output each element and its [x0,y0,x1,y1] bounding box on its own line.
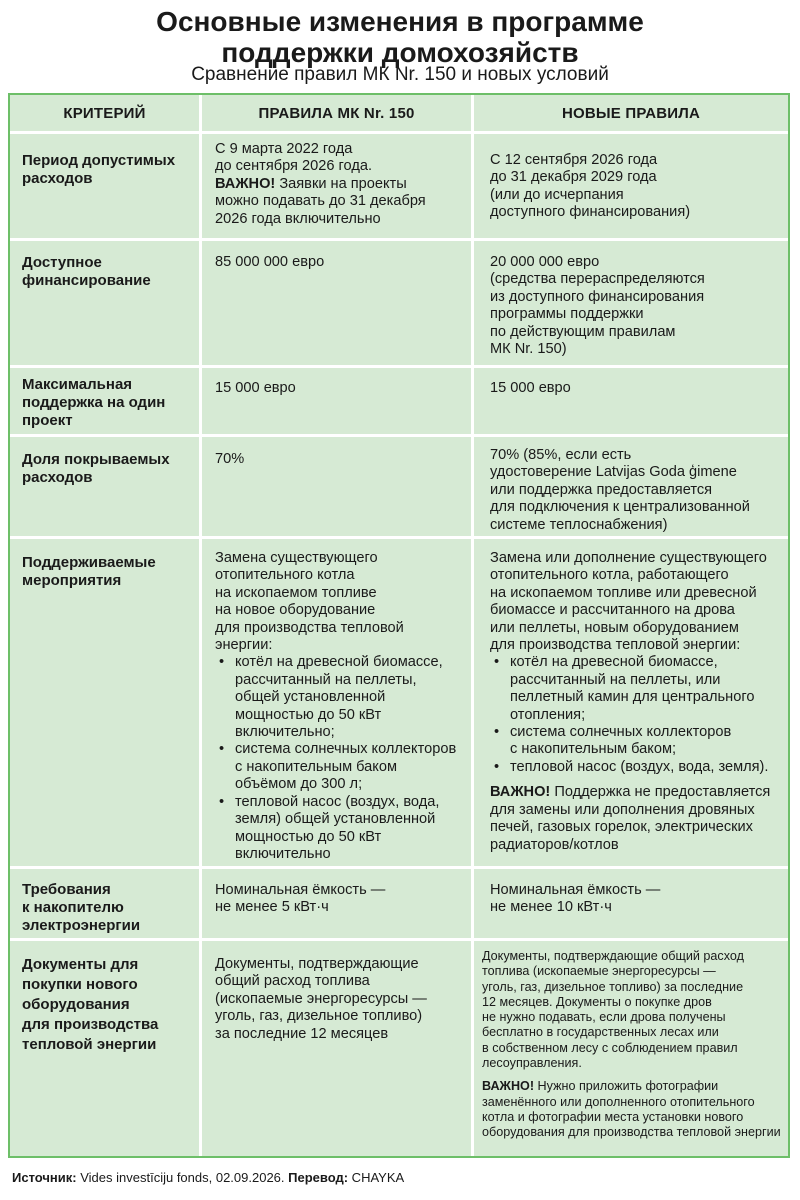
text-line: общий расход топлива [215,973,370,990]
text-line: на ископаемом топливе [215,584,377,601]
text-line: Документы, подтверждающие общий расход [482,949,744,963]
new-rules-max-support [490,380,785,397]
text-line: бесплатно в государственных лесах или [482,1025,719,1040]
criterion-line: тепловой энергии [22,1036,157,1053]
text-line: котла и фотографии места установки нового [482,1109,744,1124]
text-line: С 12 сентября 2026 года [490,152,658,168]
criterion-line: Доступное [22,254,102,271]
text-line: 70% [215,451,245,467]
text-line: рассчитанный на пеллеты, [235,671,417,688]
text-line: 70% (85%, если есть [490,447,632,463]
text-line: для производства тепловой [215,619,404,636]
text-line: доступного финансирования) [490,204,691,221]
text-line: не менее 10 кВт·ч [490,899,612,916]
text-line: до сентября 2026 года. [215,158,373,175]
text-line: оборудования для производства тепловой энергии [482,1125,781,1140]
text-line: отопления; [510,706,586,723]
source-note [12,1170,404,1186]
important-line [490,784,788,801]
text-line: Замена или дополнение существующего [490,550,767,566]
text-line: мощностью до 50 кВт [235,828,382,845]
text-line: • котёл на древесной биомассе, [510,654,718,671]
text-line: (средства перераспределяются [490,271,705,288]
text-line: по действующим правилам [490,323,676,340]
translation-label: Перевод: [288,1170,349,1185]
text-line: (ископаемые энергоресурсы — [215,990,427,1007]
page-title [0,6,800,68]
text-line: из доступного финансирования [490,288,705,305]
new-rules-documents [482,949,788,1141]
text-line: 15 000 евро [490,380,571,396]
criterion-line: к накопителю [22,899,124,916]
title-line-1: Основные изменения в программе [156,6,644,37]
column-separator [471,95,474,1156]
text-line: удостоверение Latvijas Goda ģimene [490,464,737,481]
text-line: С 9 марта 2022 года [215,141,353,157]
text-line: (или до исчерпания [490,186,624,203]
criterion-funding [22,254,197,290]
criterion-line: финансирование [22,272,151,289]
list-item [215,741,467,793]
text-line: можно подавать до 31 декабря [215,193,426,210]
row-separator [10,434,788,437]
text-line: программы поддержки [490,306,644,323]
text-line: 15 000 евро [215,380,296,396]
criterion-line: Доля покрываемых [22,451,170,468]
source-value: Vides investīciju fonds, 02.09.2026. [76,1170,289,1185]
text-line: энергии: [215,637,273,654]
text-line: уголь, газ, дизельное топливо) [215,1008,423,1025]
text-line: с накопительным баком; [510,741,677,758]
text-line: • котёл на древесной биомассе, [235,654,443,671]
text-line: на ископаемом топливе или древесной [490,584,757,601]
text-line: до 31 декабря 2029 года [490,169,657,186]
text-line: Номинальная ёмкость — [215,882,386,898]
important-line [482,1079,788,1094]
row-separator [10,238,788,241]
criterion-documents [22,955,197,1055]
column-header-new-rules: НОВЫЕ ПРАВИЛА [561,105,701,122]
text-line: • тепловой насос (воздух, вода, [235,793,440,810]
text-line: для производства тепловой энергии: [490,637,741,654]
row-separator [10,938,788,941]
text-line: или поддержка предоставляется [490,481,713,498]
old-rules-max-support [215,380,467,397]
text-line: включительно [235,845,331,862]
text-line: общей установленной [235,689,386,706]
important-label: ВАЖНО! [215,175,276,192]
criterion-line: расходов [22,170,93,187]
text-line: мощностью до 50 кВт [235,706,382,723]
text-line: Замена существующего [215,550,378,566]
text-line: включительно; [235,724,335,741]
text-line: топлива (ископаемые энергоресурсы — [482,964,716,979]
old-rules-storage [215,882,467,917]
text-line: отопительного котла [215,567,355,584]
spacer [490,776,788,784]
text-line: пеллетный камин для центрального [510,689,755,706]
text-line: Документы, подтверждающие [215,956,419,972]
criterion-max-support [22,376,197,430]
criterion-line: покупки нового [22,976,138,993]
criterion-cost-share [22,451,197,487]
criterion-line: для производства [22,1016,159,1033]
text-line: системе теплоснабжения) [490,516,668,533]
text-line: заменённого или дополненного отопительного [482,1094,755,1109]
old-rules-period [215,141,467,228]
criterion-line: Максимальная [22,376,133,393]
text-line: земля) общей установленной [235,811,436,828]
bullet-list [490,654,788,776]
criterion-line: оборудования [22,996,130,1013]
text-line: не нужно подавать, если дрова получены [482,1010,726,1025]
text-line: на новое оборудование [215,602,376,619]
row-separator [10,536,788,539]
column-header-old-rules: ПРАВИЛА МК Nr. 150 [258,105,415,122]
text-line: не менее 5 кВт·ч [215,899,329,916]
list-item [490,654,788,724]
criterion-line: мероприятия [22,572,122,589]
criterion-period [22,152,197,188]
list-item [215,654,467,741]
text-line: 12 месяцев. Документы о покупке дров [482,994,712,1009]
criterion-line: Поддерживаемые [22,554,156,571]
column-header-criterion: КРИТЕРИЙ [63,105,146,122]
text-line: • система солнечных коллекторов [235,741,457,758]
text-line: отопительного котла, работающего [490,567,729,584]
old-rules-documents [215,956,467,1043]
text-line: рассчитанный на пеллеты, или [510,671,721,688]
old-rules-cost-share [215,451,467,468]
criterion-line: Период допустимых [22,152,176,169]
important-label: ВАЖНО! [482,1079,535,1094]
bullet-list [215,654,467,863]
criterion-line: Требования [22,881,111,898]
translation-value: CHAYKA [348,1170,405,1185]
list-item [490,724,788,759]
title-line-2: поддержки домохозяйств [221,37,579,68]
text-line: для замены или дополнения дровяных [490,801,755,818]
new-rules-storage [490,882,785,917]
new-rules-period [490,152,785,222]
text-line: лесоуправления. [482,1056,582,1071]
row-separator [10,365,788,368]
old-rules-funding [215,254,467,271]
text-line: 20 000 000 евро [490,254,600,270]
row-separator [10,866,788,869]
new-rules-funding [490,254,785,358]
text-line: 2026 года включительно [215,210,381,227]
column-separator [199,95,202,1156]
text-line: в собственном лесу с соблюдением правил [482,1040,738,1055]
text-line: за последние 12 месяцев [215,1025,389,1042]
text-line: для подключения к централизованной [490,499,750,516]
criterion-line: Документы для [22,956,139,973]
important-line [215,176,467,193]
text-line: МК Nr. 150) [490,341,567,358]
text-line: печей, газовых горелок, электрических [490,819,753,836]
spacer [482,1071,788,1079]
criterion-line: проект [22,412,73,429]
text-line: • система солнечных коллекторов [510,724,732,741]
important-label: ВАЖНО! [490,784,551,801]
row-separator [10,131,788,134]
text-line: или пеллеты, новым оборудованием [490,619,739,636]
criterion-storage [22,881,197,935]
old-rules-measures [215,550,467,863]
new-rules-cost-share [490,447,788,534]
text-line: уголь, газ, дизельное топливо) за последние [482,979,744,994]
important-text: Нужно приложить фотографии [534,1079,719,1094]
criterion-measures [22,554,197,590]
list-item [215,794,467,864]
text-line: биомассе и рассчитанного на дрова [490,602,735,619]
criterion-line: поддержка на один [22,394,166,411]
list-item [490,759,788,776]
text-line: Номинальная ёмкость — [490,882,661,898]
criterion-line: электроэнергии [22,917,141,934]
text-line: радиаторов/котлов [490,836,619,853]
source-label: Источник: [12,1170,77,1185]
text-line: 85 000 000 евро [215,254,325,270]
important-text: Заявки на проекты [275,175,407,192]
page-subtitle: Сравнение правил МК Nr. 150 и новых условий [191,64,609,85]
important-text: Поддержка не предоставляется [550,784,771,801]
new-rules-measures [490,550,788,854]
text-line: объёмом до 300 л; [235,776,363,793]
criterion-line: расходов [22,469,93,486]
text-line: с накопительным баком [235,758,397,775]
text-line: • тепловой насос (воздух, вода, земля). [510,758,769,775]
